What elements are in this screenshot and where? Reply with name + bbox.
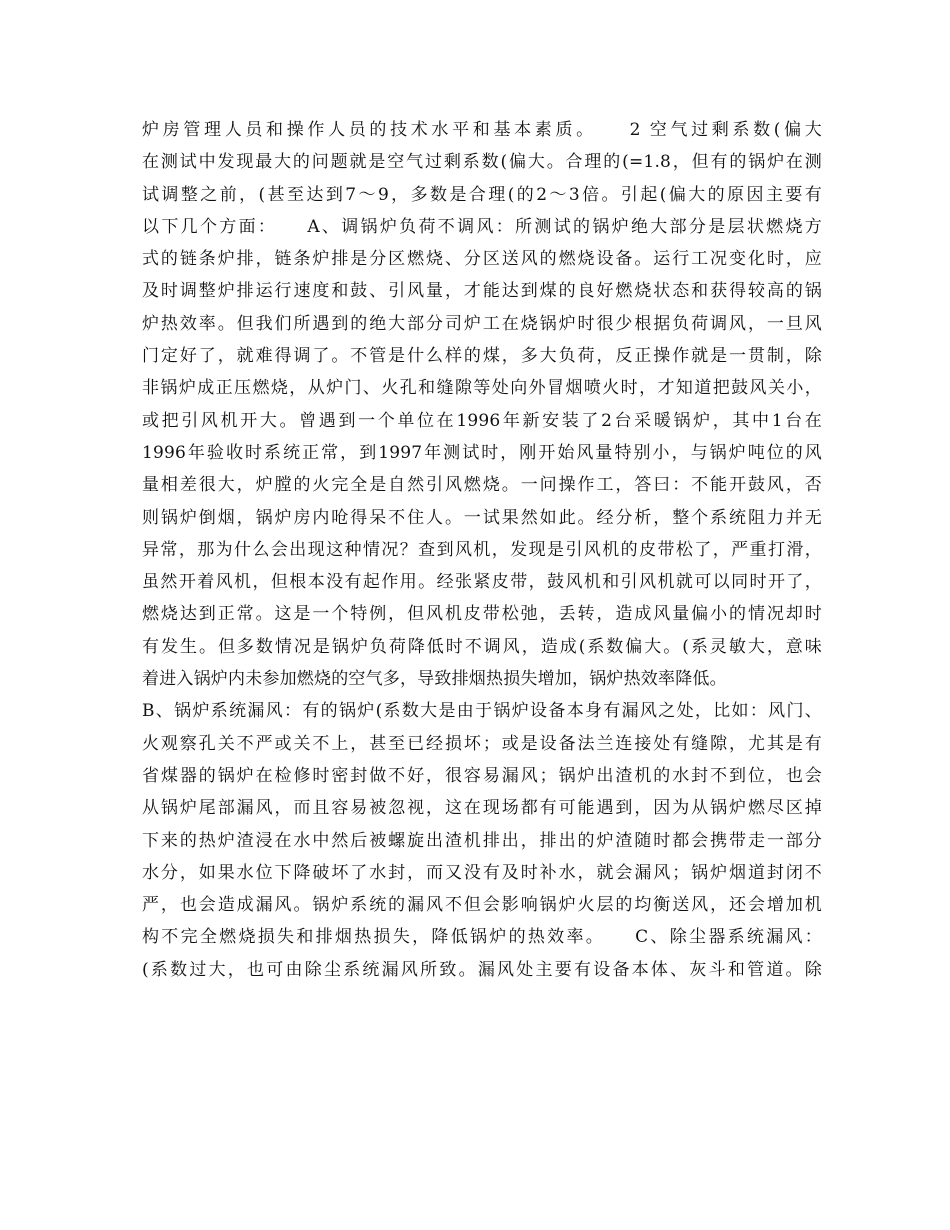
- text-line: 虽然开着风机，但根本没有起作用。经张紧皮带，鼓风机和引风机就可以同时开了，: [142, 572, 822, 593]
- text-line: 火观察孔关不严或关不上，甚至已经损坏；或是设备法兰连接处有缝隙，尤其是有: [142, 733, 822, 754]
- text-line: 异常，那为什么会出现这种情况？查到风机，发现是引风机的皮带松了，严重打滑，: [142, 539, 822, 560]
- text-line: 式的链条炉排，链条炉排是分区燃烧、分区送风的燃烧设备。运行工况变化时，应: [142, 249, 822, 270]
- text-line: 下来的热炉渣浸在水中然后被螺旋出渣机排出，排出的炉渣随时都会携带走一部分: [142, 830, 822, 851]
- text-line: 省煤器的锅炉在检修时密封做不好，很容易漏风；锅炉出渣机的水封不到位，也会: [142, 765, 822, 786]
- text-line: 或把引风机开大。曾遇到一个单位在1996年新安装了2台采暖锅炉，其中1台在: [142, 410, 822, 431]
- text-line: 从锅炉尾部漏风，而且容易被忽视，这在现场都有可能遇到，因为从锅炉燃尽区掉: [142, 798, 822, 819]
- text-line: 构不完全燃烧损失和排烟热损失，降低锅炉的热效率。 C、除尘器系统漏风：: [142, 927, 822, 948]
- text-line: 严，也会造成漏风。锅炉系统的漏风不但会影响锅炉火层的均衡送风，还会增加机: [142, 895, 822, 916]
- text-line: 炉热效率。但我们所遇到的绝大部分司炉工在烧锅炉时很少根据负荷调风，一旦风: [142, 313, 822, 334]
- text-line: 非锅炉成正压燃烧，从炉门、火孔和缝隙等处向外冒烟喷火时，才知道把鼓风关小，: [142, 378, 822, 399]
- text-line: 及时调整炉排运行速度和鼓、引风量，才能达到煤的良好燃烧状态和获得较高的锅: [142, 281, 822, 302]
- text-line: 燃烧达到正常。这是一个特例，但风机皮带松弛，丢转，造成风量偏小的情况却时: [142, 604, 822, 625]
- text-line: 着进入锅炉内未参加燃烧的空气多，导致排烟热损失增加，锅炉热效率降低。: [142, 669, 727, 690]
- text-line: 有发生。但多数情况是锅炉负荷降低时不调风，造成(系数偏大。(系灵敏大，意味: [142, 636, 822, 657]
- text-line: 门定好了，就难得调了。不管是什么样的煤，多大负荷，反正操作就是一贯制，除: [142, 346, 822, 367]
- text-line: 以下几个方面： A、调锅炉负荷不调风：所测试的锅炉绝大部分是层状燃烧方: [142, 216, 822, 237]
- text-line: 炉房管理人员和操作人员的技术水平和基本素质。 2 空气过剩系数(偏大: [142, 120, 822, 140]
- text-line: 1996年验收时系统正常，到1997年测试时，刚开始风量特别小，与锅炉吨位的风: [142, 442, 822, 463]
- text-line: 水分，如果水位下降破坏了水封，而又没有及时补水，就会漏风；锅炉烟道封闭不: [142, 862, 822, 883]
- text-line: 量相差很大，炉膛的火完全是自然引风燃烧。一问操作工，答曰：不能开鼓风，否: [142, 475, 822, 496]
- body-text: [142, 114, 822, 986]
- text-line: 在测试中发现最大的问题就是空气过剩系数(偏大。合理的(=1.8，但有的锅炉在测: [142, 152, 822, 173]
- text-line: 则锅炉倒烟，锅炉房内呛得呆不住人。一试果然如此。经分析，整个系统阻力并无: [142, 507, 822, 528]
- text-line: 试调整之前，(甚至达到7～9，多数是合理(的2～3倍。引起(偏大的原因主要有: [142, 184, 822, 205]
- text-line: (系数过大，也可由除尘系统漏风所致。漏风处主要有设备本体、灰斗和管道。除: [142, 959, 822, 980]
- text-line: B、锅炉系统漏风：有的锅炉(系数大是由于锅炉设备本身有漏风之处，比如：风门、: [142, 701, 822, 722]
